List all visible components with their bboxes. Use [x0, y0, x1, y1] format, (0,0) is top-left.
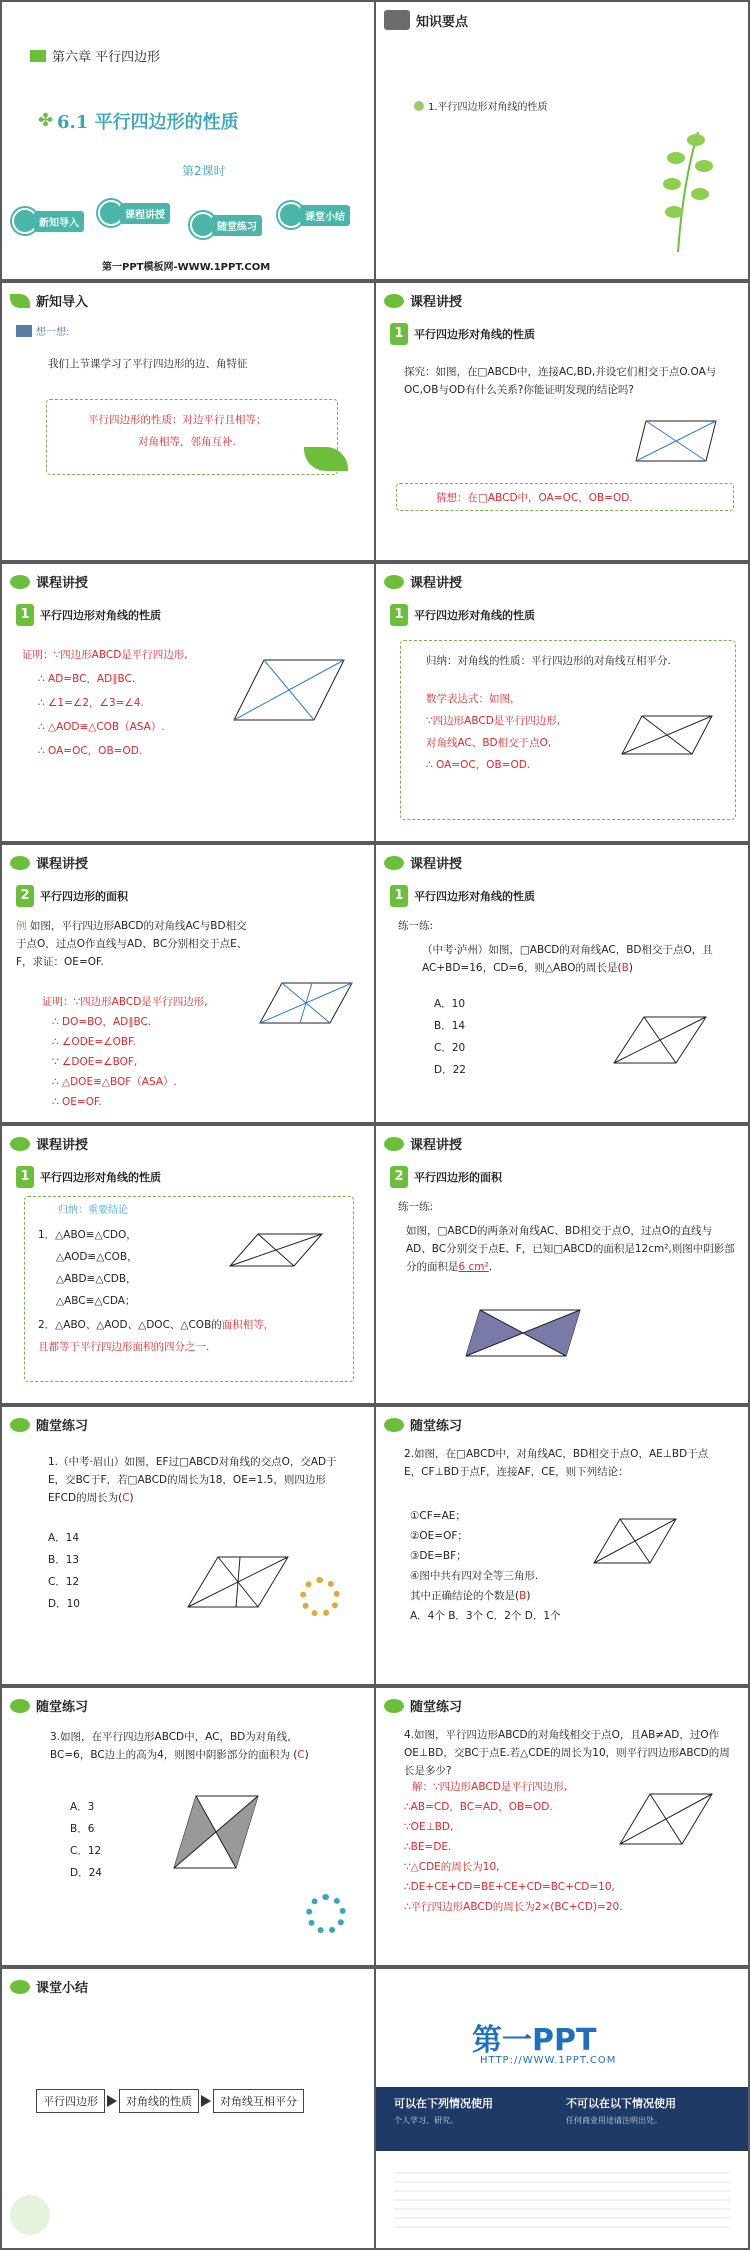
statement-tail: 其中正确结论的个数是(B): [410, 1590, 531, 1602]
header-title: 随堂练习: [36, 1419, 89, 1434]
btn-label: 随堂练习: [212, 215, 262, 236]
header: [384, 1134, 462, 1153]
proof-line: 证明：∵四边形ABCD是平行四边形,: [22, 649, 188, 661]
subheader-title: 平行四边形对角线的性质: [40, 1171, 161, 1184]
example-proof: ∵ ∠DOE=∠BOF,: [52, 1056, 138, 1068]
gear-icon: [306, 1894, 346, 1934]
number-icon: 1: [16, 1166, 34, 1188]
option: C．20: [434, 1042, 466, 1054]
practice-question: 1.（中考·眉山）如图，EF过□ABCD对角线的交点O，交AD于E，交BC于F，若□ABCD的周长为18，OE=1.5，则四边形EFCD的周长为(C): [48, 1456, 337, 1504]
think-label: 想一想:: [36, 327, 70, 338]
solution-line: ∴AB=CD，BC=AD，OB=OD.: [404, 1801, 553, 1813]
practice-question: 如图，□ABCD的两条对角线AC、BD相交于点O，过点O的直线与AD、BC分别交于点E、F，已知□ABCD的面积是12cm²,则图中阴影部分的面积是6 cm².: [406, 1225, 735, 1273]
practice-question: 4.如图，平行四边形ABCD的对角线相交于点O，且AB≠AD，过O作OE⊥BD，交BC于点E.若△CDE的周长为10，则平行四边形ABCD的周长是多少?: [404, 1729, 730, 1777]
header-title: 随堂练习: [36, 1700, 89, 1715]
example-text: 如图，平行四边形ABCD的对角线AC与BD相交于点O，过点O作直线与AD、BC分别相交于点E、F，求证：OE=OF.: [16, 920, 248, 968]
parallelogram-figure: [252, 973, 362, 1033]
subheader: [16, 604, 161, 626]
arrow-icon: [107, 2095, 117, 2107]
slide-intro: [2, 283, 374, 560]
practice-label: 练一练:: [398, 920, 434, 932]
keypoint-text: 1.平行四边形对角线的性质: [428, 102, 548, 113]
parallelogram-figure: [612, 1784, 722, 1854]
answer: B: [519, 1590, 527, 1602]
header: [384, 572, 462, 591]
subheader: [390, 1166, 502, 1188]
property-line4: 对角线AC、BD相交于点O,: [426, 737, 552, 749]
conclusion-red: 面积相等，: [221, 1319, 275, 1331]
slide-practice3: [2, 1688, 374, 1965]
conclusion-line: △ABC≌△CDA；: [56, 1295, 136, 1307]
btn-practice[interactable]: [190, 212, 262, 238]
header-title: 课程讲授: [36, 1138, 89, 1153]
header: [10, 1696, 88, 1715]
bulb-icon: [414, 101, 424, 111]
header: [384, 1415, 462, 1434]
slide-cover: [2, 2, 374, 279]
conclusion-line: △AOD≌△COB，: [56, 1251, 138, 1263]
site-footer: 第一PPT模板网-WWW.1PPT.COM: [102, 262, 271, 273]
header-title: 课程讲授: [36, 857, 89, 872]
solution-line: ∴BE=DE.: [404, 1841, 452, 1853]
property-line2: 数学表达式：如图，: [426, 693, 521, 705]
option: A．10: [434, 998, 466, 1010]
option: A．14: [48, 1532, 80, 1544]
clover-icon: ✤: [38, 110, 54, 131]
slide-property: [376, 564, 748, 841]
link-list: [394, 2165, 730, 2235]
guess-text: 猜想：在□ABCD中，OA=OC，OB=OD.: [436, 492, 633, 504]
header-title: 课程讲授: [410, 857, 463, 872]
solution-line: 解：∵四边形ABCD是平行四边形,: [412, 1781, 568, 1793]
header-title: 课程讲授: [410, 295, 463, 310]
header-title: 课程讲授: [36, 576, 89, 591]
intro-box-line1: 平行四边形的性质：对边平行且相等；: [88, 414, 267, 426]
leaf-icon: [384, 575, 404, 589]
slide-explore: [376, 283, 748, 560]
header-title: 课堂小结: [36, 1981, 89, 1996]
header: [10, 291, 88, 310]
slide-practice2: [376, 1407, 748, 1684]
conclusion-line: [38, 1316, 274, 1334]
shaded-parallelogram: [166, 1788, 266, 1878]
slide-summary: [2, 1969, 374, 2248]
shaded-parallelogram: [456, 1302, 586, 1362]
cover-title: 6.1 平行四边形的性质: [57, 112, 239, 133]
header: [10, 853, 88, 872]
leaf-icon: [384, 1137, 404, 1151]
question-text: （中考·泸州）如图，□ABCD的对角线AC，BD相交于点O，且AC+BD=16，CD=6，则△ABO的周长是(: [422, 944, 713, 974]
think-row: [16, 323, 69, 338]
keypoint-item: [414, 98, 548, 113]
answer: C: [297, 1749, 305, 1761]
statement: ①CF=AE；: [410, 1510, 466, 1522]
laptop-icon: [384, 10, 410, 30]
chapter-row: [30, 46, 160, 65]
header-title: 课程讲授: [410, 576, 463, 591]
gear-icon: [300, 1577, 340, 1617]
chapter-title: 第六章 平行四边形: [52, 50, 161, 65]
header: [10, 1415, 88, 1434]
option: B．13: [48, 1554, 80, 1566]
intro-box-line2: 对角相等，邻角互补.: [138, 436, 236, 448]
option: C．12: [70, 1845, 102, 1857]
flow-box: 平行四边形: [36, 2089, 105, 2113]
practice-label: 练一练:: [398, 1201, 434, 1213]
practice-question: 2.如图，在□ABCD中，对角线AC，BD相交于点O，AE⊥BD于点E，CF⊥BD于点F，连接AF，CE，则下列结论：: [404, 1448, 709, 1478]
left-title: 可以在下列情况使用: [394, 2097, 493, 2110]
conclusion-line: △ABD≌△CDB，: [56, 1273, 137, 1285]
solution-line: ∵OE⊥BD,: [404, 1821, 454, 1833]
number-icon: 1: [390, 885, 408, 907]
header-title: 知识要点: [416, 14, 469, 30]
parallelogram-figure: [612, 706, 722, 766]
btn-label: 新知导入: [34, 211, 84, 232]
question-text: 3.如图，在平行四边形ABCD中，AC，BD为对角线，BC=6，BC边上的高为4，则图中阴影部分的面积为: [50, 1731, 298, 1761]
options-row: A．4个 B．3个 C．2个 D．1个: [410, 1610, 561, 1622]
example-proof: ∴ ∠ODE=∠OBF.: [52, 1036, 136, 1048]
slide-exercise2: [376, 1126, 748, 1403]
flow-box: 对角线互相平分: [213, 2089, 304, 2113]
option: C．12: [48, 1576, 80, 1588]
example-proof: ∴ OE=OF.: [52, 1096, 102, 1108]
right-line: 任何商业用途请注明出处。: [566, 2116, 662, 2125]
number-icon: 1: [390, 323, 408, 345]
conclusion-line: 且都等于平行四边形面积的四分之一.: [38, 1341, 210, 1353]
number-icon: 1: [16, 604, 34, 626]
leaf-icon: [10, 1137, 30, 1151]
answer: B: [621, 962, 629, 974]
subheader-title: 平行四边形对角线的性质: [414, 328, 535, 341]
logo-url: HTTP://WWW.1PPT.COM: [480, 2055, 617, 2066]
subheader-title: 平行四边形对角线的性质: [414, 890, 535, 903]
pencil-icon: [16, 325, 32, 337]
answer: C: [122, 1492, 130, 1504]
property-line5: ∴ OA=OC，OB=OD.: [426, 759, 531, 771]
slide-proof: [2, 564, 374, 841]
plant-icon: [638, 122, 738, 252]
explore-text: 探究：如图，在□ABCD中，连接AC,BD,并设它们相交于点O.OA与OC,OB与OD有什么关系?你能证明发现的结论吗?: [404, 366, 717, 396]
subheader-title: 平行四边形对角线的性质: [414, 609, 535, 622]
leaf-icon: [384, 294, 404, 308]
flow-box: 对角线的性质: [119, 2089, 199, 2113]
btn-new-intro[interactable]: [12, 208, 84, 234]
subheader-title: 平行四边形的面积: [414, 1171, 502, 1184]
btn-lecture[interactable]: [98, 200, 170, 226]
proof-line: ∴ △AOD≌△COB（ASA）.: [38, 721, 165, 733]
parallelogram-figure: [616, 411, 726, 471]
leaf-icon: [384, 856, 404, 870]
slide-practice4: [376, 1688, 748, 1965]
parallelogram-figure: [606, 1005, 716, 1075]
header: [384, 853, 462, 872]
header-title: 新知导入: [36, 295, 89, 310]
number-icon: 2: [390, 1166, 408, 1188]
example-proof: ∴ △DOE≌△BOF（ASA）.: [52, 1076, 177, 1088]
statement: ②OE=OF；: [410, 1530, 468, 1542]
statement: ③DE=BF；: [410, 1550, 467, 1562]
leaf-icon: [10, 1980, 30, 1994]
subheader: [390, 604, 535, 626]
leaf-icon: [10, 1699, 30, 1713]
leaf-icon: [384, 1699, 404, 1713]
header: [10, 1134, 88, 1153]
question-text: 1.（中考·眉山）如图，EF过□ABCD对角线的交点O，交AD于E，交BC于F，若□ABCD的周长为18，OE=1.5，则四边形EFCD的周长为(: [48, 1456, 337, 1504]
info-bar: [376, 2087, 748, 2151]
btn-label: 课堂小结: [300, 205, 350, 226]
leaf-icon: [10, 856, 30, 870]
subheader-title: 平行四边形的面积: [40, 890, 128, 903]
property-line3: ∵四边形ABCD是平行四边形,: [426, 715, 561, 727]
leaf-icon: [384, 1418, 404, 1432]
option: B．6: [70, 1823, 95, 1835]
parallelogram-figure: [222, 1226, 332, 1276]
example-proof: 证明：∵四边形ABCD是平行四边形,: [42, 996, 208, 1008]
tail-text: 其中正确结论的个数是(: [410, 1590, 520, 1602]
header: [384, 291, 462, 310]
header: [10, 572, 88, 591]
lesson-label: 第2课时: [182, 164, 226, 178]
option: D．24: [70, 1867, 102, 1879]
example-proof: ∴ DO=BO，AD∥BC.: [52, 1016, 152, 1028]
book-icon: [30, 50, 46, 62]
conclusion-tag: 归纳：重要结论: [58, 1205, 128, 1216]
slide-example: [2, 845, 374, 1122]
subheader: [390, 885, 535, 907]
header-title: 随堂练习: [410, 1700, 463, 1715]
left-line: 个人学习、研究。: [394, 2116, 458, 2125]
option: D．22: [434, 1064, 466, 1076]
option: B．14: [434, 1020, 466, 1032]
subheader: [390, 323, 535, 345]
example-question: [16, 917, 256, 971]
right-title: 不可以在以下情况使用: [566, 2097, 676, 2110]
leaf-icon: [10, 575, 30, 589]
header-title: 课程讲授: [410, 1138, 463, 1153]
proof-line: ∴ OA=OC，OB=OD.: [38, 745, 143, 757]
option: D．10: [48, 1598, 80, 1610]
number-icon: 2: [16, 885, 34, 907]
conclusion-text: 2．△ABO、△AOD、△DOC、△COB的: [38, 1319, 222, 1331]
btn-summary[interactable]: [278, 202, 350, 228]
conclusion-line: 1．△ABO≌△CDO，: [38, 1229, 137, 1241]
subheader: [16, 1166, 161, 1188]
header-title: 随堂练习: [410, 1419, 463, 1434]
header: [384, 10, 468, 30]
property-line1: 归纳：对角线的性质：平行四边形的对角线互相平分.: [426, 655, 671, 667]
flow: [36, 2089, 304, 2113]
number-icon: 1: [390, 604, 408, 626]
parallelogram-figure: [224, 652, 354, 732]
slide-end: [376, 1969, 748, 2248]
btn-label: 课程讲授: [120, 203, 170, 224]
parallelogram-figure: [586, 1511, 686, 1571]
subheader: [16, 885, 128, 907]
leaf-icon: [10, 1418, 30, 1432]
proof-line: ∴ AD=BC，AD∥BC.: [38, 673, 136, 685]
practice-question: （中考·泸州）如图，□ABCD的对角线AC，BD相交于点O，且AC+BD=16，CD=6，则△ABO的周长是(B): [422, 944, 713, 974]
bulb-icon: [10, 2195, 50, 2235]
header: [384, 1696, 462, 1715]
option: A．3: [70, 1801, 95, 1813]
slide-keypoints: [376, 2, 748, 279]
logo: 第一PPT: [472, 2023, 597, 2058]
parallelogram-figure: [178, 1547, 298, 1617]
solution-line: ∵△CDE的周长为10,: [404, 1861, 500, 1873]
button-row: [2, 198, 374, 246]
answer: 6 cm²: [458, 1261, 489, 1273]
question-text: 如图，□ABCD的两条对角线AC、BD相交于点O，过点O的直线与AD、BC分别交于点E、F，已知□ABCD的面积是12cm²,则图中阴影部分的面积是: [406, 1225, 735, 1273]
slide-exercise1: [376, 845, 748, 1122]
slide-practice1: [2, 1407, 374, 1684]
subheader-title: 平行四边形对角线的性质: [40, 609, 161, 622]
intro-question: 我们上节课学习了平行四边形的边、角特征: [48, 358, 248, 370]
slide-conclusions: [2, 1126, 374, 1403]
solution-line: ∴DE+CE+CD=BE+CE+CD=BC+CD=10,: [404, 1881, 615, 1893]
header: [10, 1977, 88, 1996]
solution-line: ∴平行四边形ABCD的周长为2×(BC+CD)=20.: [404, 1901, 623, 1913]
practice-question: 3.如图，在平行四边形ABCD中，AC，BD为对角线，BC=6，BC边上的高为4，则图中阴影部分的面积为 (C): [50, 1731, 309, 1761]
proof-line: ∴ ∠1=∠2，∠3=∠4.: [38, 697, 144, 709]
arrow-icon: [201, 2095, 211, 2107]
leaf-icon: [10, 294, 30, 308]
example-tag: 例: [16, 920, 27, 932]
statement: ④图中共有四对全等三角形.: [410, 1570, 539, 1582]
